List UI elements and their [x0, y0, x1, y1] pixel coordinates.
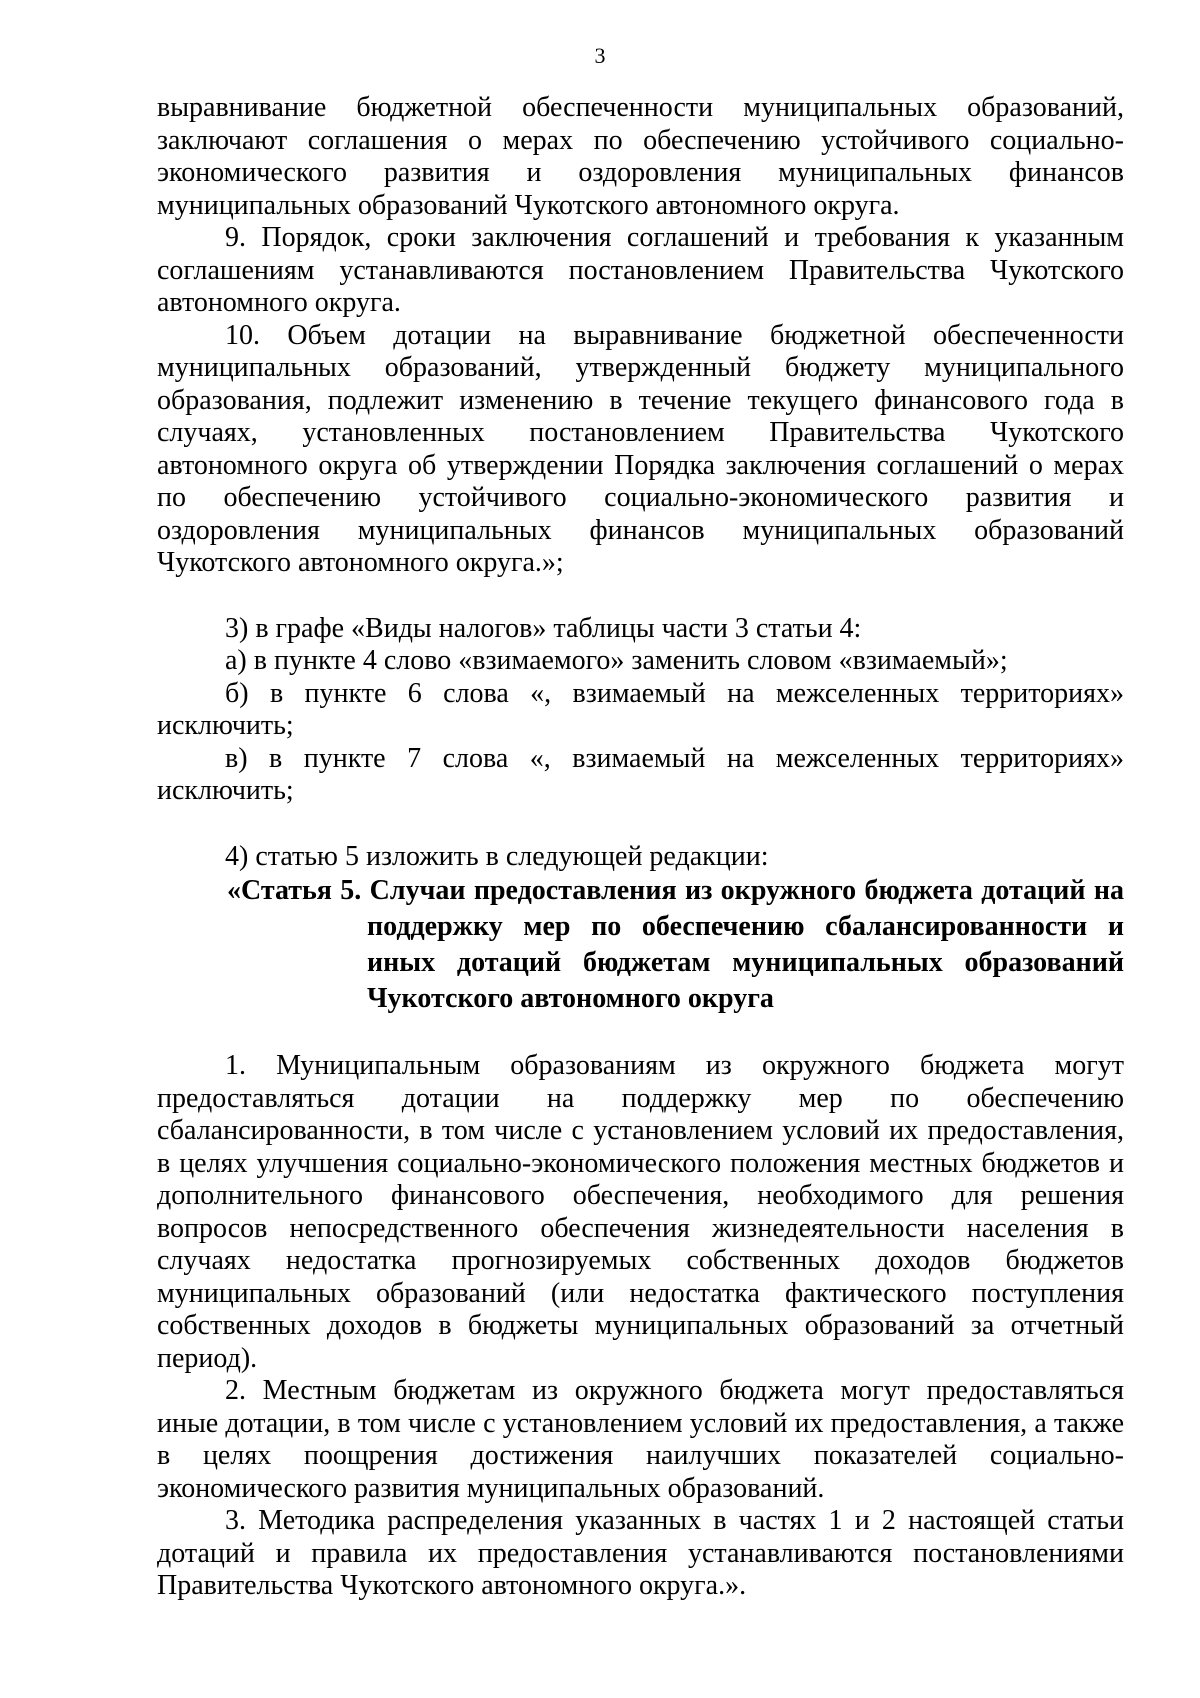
paragraph: в) в пункте 7 слова «, взимаемый на межселенных территориях» исключить;: [157, 742, 1124, 806]
paragraph: а) в пункте 4 слово «взимаемого» заменить словом «взимаемый»;: [225, 645, 1008, 676]
paragraph: 10. Объем дотации на выравнивание бюджетной обеспеченности муниципальных образований, утвержденный бюджету муниципального образования, подлежит изменению в течение текущего финансового года в случаях, установленных постановлением Правительства Чукотского автономного округа об утверждении Порядка заключения соглашений о мерах по обеспечению устойчивого социально-экономического развития и оздоровления муниципальных финансов муниципальных образований Чукотского автономного округа.»;: [157, 319, 1124, 578]
paragraph: 3. Методика распределения указанных в частях 1 и 2 настоящей статьи дотаций и правила их предоставления устанавливаются постановлениями Правительства Чукотского автономного округа.».: [157, 1505, 1124, 1601]
article-heading: «Статья 5. Случаи предоставления из окружного бюджета дотаций на поддержку мер по обеспечению сбалансированности и иных дотаций бюджетам муниципальных образований Чукотского автономного округа: [227, 875, 1124, 1014]
paragraph: 3) в графе «Виды налогов» таблицы части 3 статьи 4:: [225, 612, 862, 644]
paragraph: 1. Муниципальным образованиям из окружного бюджета могут предоставляться дотации на поддержку мер по обеспечению сбалансированности, в том числе с установлением условий их предоставления, в целях улучшения социально-экономического положения местных бюджетов и дополнительного финансового обеспечения, необходимого для решения вопросов непосредственного обеспечения жизнедеятельности населения в случаях недостатка прогнозируемых собственных доходов бюджетов муниципальных образований (или недостатка фактического поступления собственных доходов в бюджеты муниципальных образований за отчетный период).: [157, 1050, 1124, 1374]
paragraph: 4) статью 5 изложить в следующей редакции:: [225, 840, 769, 872]
paragraph-group-4: [157, 1050, 1124, 1603]
page-number: 3: [594, 43, 606, 68]
paragraph-group-3: [157, 841, 1124, 874]
spacer: [157, 808, 1124, 841]
spacer: [157, 1017, 1124, 1050]
paragraph-group-1: [157, 92, 1124, 580]
spacer: [157, 580, 1124, 613]
paragraph: 2. Местным бюджетам из окружного бюджета могут предоставляться иные дотации, в том числе с установлением условий их предоставления, а также в целях поощрения достижения наилучших показателей социально-экономического развития муниципальных образований.: [157, 1375, 1124, 1504]
paragraph: выравнивание бюджетной обеспеченности муниципальных образований, заключают соглашения о мерах по обеспечению устойчивого социально-экономического развития и оздоровления муниципальных финансов муниципальных образований Чукотского автономного округа.: [157, 92, 1124, 221]
paragraph: 9. Порядок, сроки заключения соглашений и требования к указанным соглашениям устанавливаются постановлением Правительства Чукотского автономного округа.: [157, 222, 1124, 318]
document-body: [157, 92, 1124, 1603]
paragraph: б) в пункте 6 слова «, взимаемый на межселенных территориях» исключить;: [157, 677, 1124, 741]
paragraph-group-2: [157, 613, 1124, 808]
